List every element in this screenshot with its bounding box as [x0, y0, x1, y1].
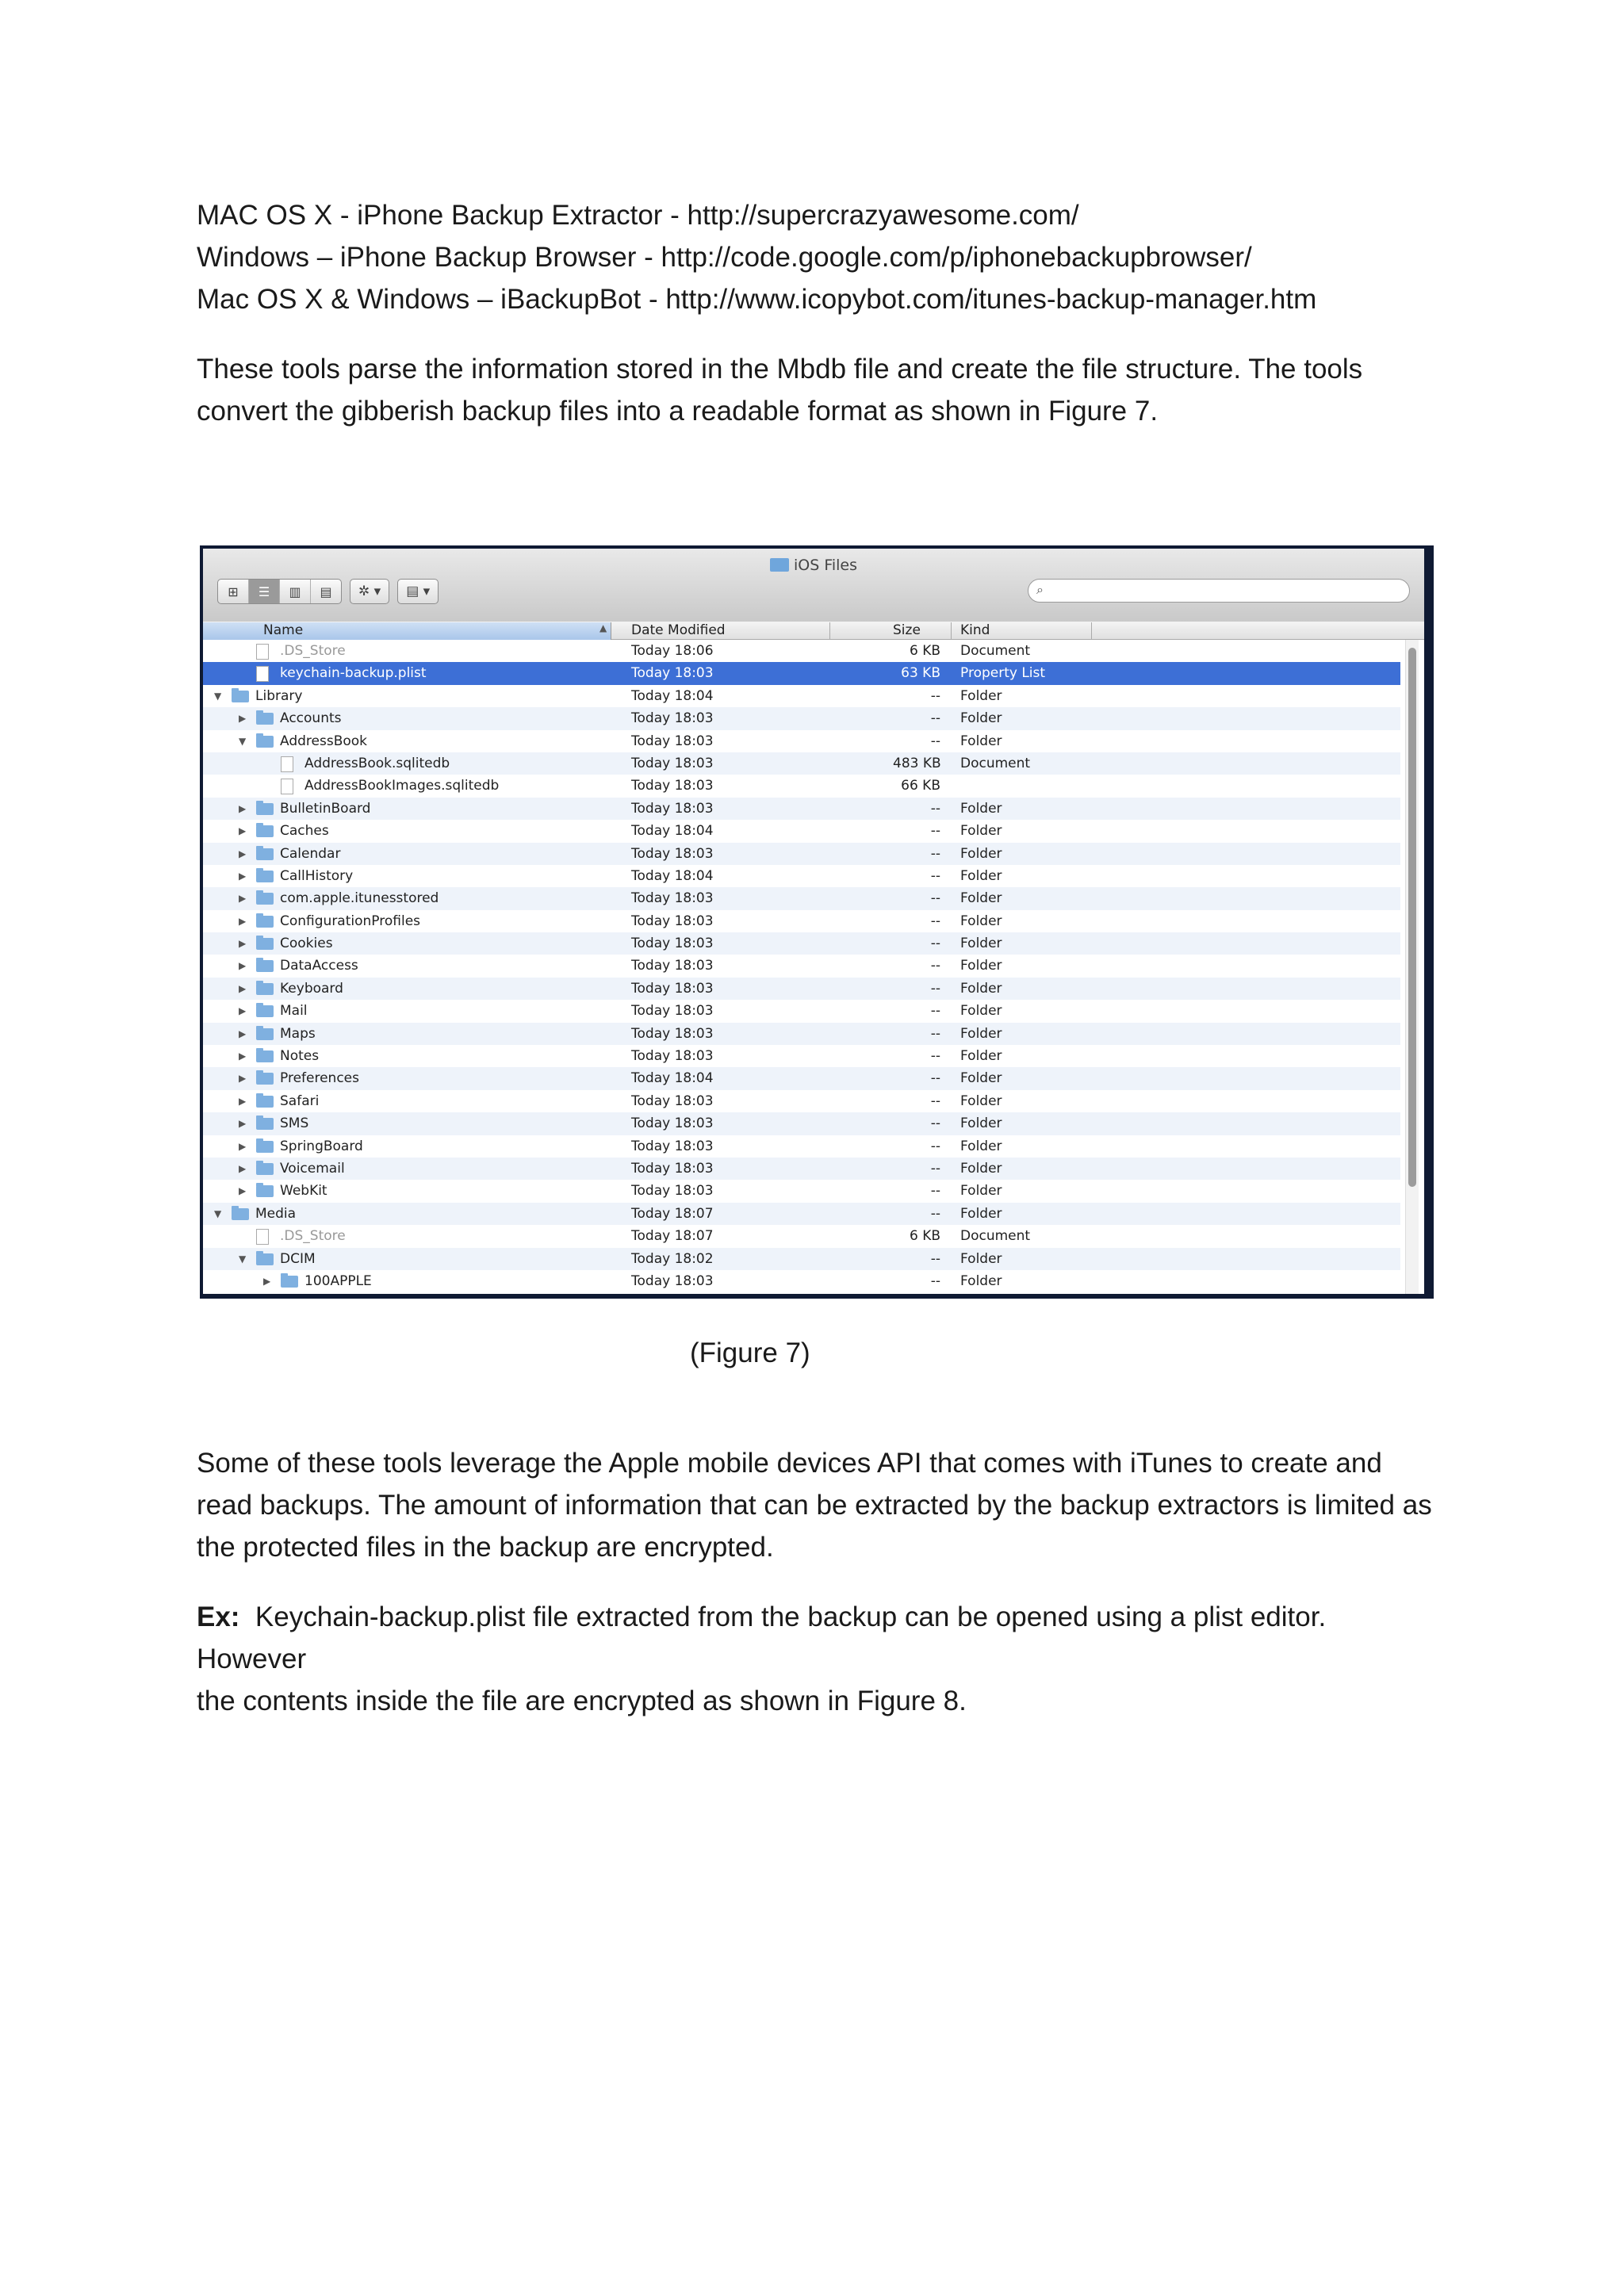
date-modified: Today 18:03	[631, 1048, 714, 1065]
api-line: read backups. The amount of information that can be extracted by the backup extractors is limited as	[197, 1490, 1432, 1521]
vertical-scrollbar[interactable]	[1405, 640, 1419, 1294]
file-size: --	[930, 687, 940, 704]
date-modified: Today 18:03	[631, 665, 714, 682]
column-header	[203, 622, 1424, 640]
file-row[interactable]	[203, 707, 1400, 729]
file-size: --	[930, 1138, 940, 1154]
disclosure-expanded-icon[interactable]: ▼	[239, 735, 247, 747]
file-row[interactable]	[203, 1112, 1400, 1135]
date-modified: Today 18:03	[631, 1003, 714, 1020]
disclosure-collapsed-icon[interactable]: ▶	[239, 870, 247, 882]
file-kind: Folder	[960, 1115, 1002, 1132]
file-list	[203, 640, 1400, 1292]
folder-icon	[256, 825, 274, 837]
file-kind: Folder	[960, 890, 1002, 907]
folder-icon	[256, 848, 274, 860]
file-size: 6 KB	[909, 643, 940, 659]
date-modified: Today 18:03	[631, 1138, 714, 1154]
disclosure-expanded-icon[interactable]: ▼	[214, 1207, 222, 1219]
file-kind: Folder	[960, 1205, 1002, 1222]
file-name: AddressBook.sqlitedb	[304, 755, 450, 771]
disclosure-collapsed-icon[interactable]: ▶	[239, 1162, 247, 1174]
disclosure-collapsed-icon[interactable]: ▶	[239, 1050, 247, 1062]
tool-list	[197, 194, 1434, 320]
disclosure-collapsed-icon[interactable]: ▶	[239, 713, 247, 725]
document-icon	[256, 644, 269, 660]
toolbar	[217, 579, 439, 604]
search-field[interactable]	[1028, 579, 1410, 603]
file-kind: Folder	[960, 710, 1002, 727]
file-size: --	[930, 1183, 940, 1200]
file-kind: Folder	[960, 936, 1002, 952]
folder-icon	[256, 916, 274, 928]
file-name: .DS_Store	[280, 1228, 346, 1245]
file-size: --	[930, 733, 940, 749]
date-modified: Today 18:03	[631, 1272, 714, 1289]
file-name: com.apple.itunesstored	[280, 890, 439, 907]
file-name: WebKit	[280, 1183, 327, 1200]
document-icon	[256, 666, 269, 682]
file-kind: Folder	[960, 1070, 1002, 1087]
disclosure-collapsed-icon[interactable]: ▶	[239, 802, 247, 814]
file-row[interactable]	[203, 685, 1400, 707]
file-row[interactable]	[203, 1180, 1400, 1202]
example-text: Keychain-backup.plist file extracted from the backup can be opened using a plist editor. However	[197, 1601, 1327, 1674]
file-name: CallHistory	[280, 867, 354, 884]
file-kind: Property List	[960, 665, 1046, 682]
file-row[interactable]	[203, 932, 1400, 955]
disclosure-collapsed-icon[interactable]: ▶	[239, 1095, 247, 1107]
folder-icon	[256, 713, 274, 725]
file-size: --	[930, 1272, 940, 1289]
window-title	[203, 557, 1424, 574]
file-kind: Folder	[960, 1138, 1002, 1154]
file-row[interactable]	[203, 1067, 1400, 1089]
date-modified: Today 18:07	[631, 1228, 714, 1245]
folder-icon	[256, 1185, 274, 1197]
folder-icon	[256, 1028, 274, 1040]
disclosure-collapsed-icon[interactable]: ▶	[239, 938, 247, 950]
file-name: Voicemail	[280, 1160, 345, 1177]
disclosure-collapsed-icon[interactable]: ▶	[239, 825, 247, 837]
folder-icon	[256, 960, 274, 972]
file-name: Accounts	[280, 710, 342, 727]
file-row[interactable]	[203, 1203, 1400, 1225]
date-modified: Today 18:03	[631, 1025, 714, 1042]
file-size: --	[930, 1025, 940, 1042]
file-name: DataAccess	[280, 958, 358, 974]
file-name: SpringBoard	[280, 1138, 363, 1154]
folder-icon	[232, 691, 249, 702]
disclosure-collapsed-icon[interactable]: ▶	[239, 1118, 247, 1130]
document-icon	[256, 1229, 269, 1245]
file-size: --	[930, 890, 940, 907]
date-modified: Today 18:07	[631, 1205, 714, 1222]
file-kind: Folder	[960, 733, 1002, 749]
file-kind: Folder	[960, 1093, 1002, 1109]
column-header-date[interactable]: Date Modified	[631, 622, 726, 638]
file-row[interactable]	[203, 730, 1400, 752]
file-size: --	[930, 913, 940, 929]
figure-7-finder-window	[200, 545, 1434, 1299]
file-size: 483 KB	[893, 755, 941, 771]
folder-icon	[256, 803, 274, 815]
file-name: Media	[255, 1205, 297, 1222]
file-kind: Folder	[960, 1272, 1002, 1289]
window-title-text: iOS Files	[793, 557, 858, 574]
example-label: Ex:	[197, 1601, 240, 1632]
file-size: 6 KB	[909, 1228, 940, 1245]
file-size: --	[930, 1115, 940, 1132]
folder-icon	[281, 1276, 298, 1288]
file-size: --	[930, 1250, 940, 1267]
folder-icon	[256, 1163, 274, 1175]
folder-icon	[256, 1096, 274, 1108]
document-icon	[281, 779, 293, 794]
file-name: Caches	[280, 823, 329, 840]
file-size: --	[930, 958, 940, 974]
file-size: 66 KB	[901, 778, 940, 794]
file-row[interactable]	[203, 752, 1400, 775]
file-row[interactable]	[203, 955, 1400, 977]
figure-caption: (Figure 7)	[690, 1337, 810, 1368]
date-modified: Today 18:03	[631, 890, 714, 907]
disclosure-expanded-icon[interactable]: ▼	[239, 1253, 247, 1265]
file-size: --	[930, 936, 940, 952]
search-icon: ⌕	[1036, 582, 1044, 597]
view-mode-segmented-control[interactable]	[217, 579, 342, 604]
date-modified: Today 18:03	[631, 778, 714, 794]
file-row[interactable]	[203, 978, 1400, 1000]
disclosure-collapsed-icon[interactable]: ▶	[239, 1140, 247, 1152]
file-row[interactable]	[203, 1135, 1400, 1158]
date-modified: Today 18:03	[631, 958, 714, 974]
date-modified: Today 18:03	[631, 1115, 714, 1132]
date-modified: Today 18:03	[631, 845, 714, 862]
file-kind: Folder	[960, 800, 1002, 817]
date-modified: Today 18:06	[631, 643, 714, 659]
disclosure-collapsed-icon[interactable]: ▶	[263, 1275, 271, 1287]
file-row[interactable]	[203, 1225, 1400, 1247]
folder-icon	[256, 1050, 274, 1062]
disclosure-collapsed-icon[interactable]: ▶	[239, 893, 247, 905]
disclosure-collapsed-icon[interactable]: ▶	[239, 1185, 247, 1197]
file-name: Library	[255, 687, 303, 704]
tool-line: Windows – iPhone Backup Browser - http://code.google.com/p/iphonebackupbrowser/	[197, 242, 1252, 273]
file-row[interactable]	[203, 865, 1400, 887]
file-row[interactable]	[203, 1248, 1400, 1270]
file-kind: Folder	[960, 913, 1002, 929]
file-row[interactable]	[203, 887, 1400, 909]
example-line	[197, 1596, 1434, 1680]
date-modified: Today 18:02	[631, 1250, 714, 1267]
list-view-icon[interactable]: ☰	[249, 580, 280, 603]
file-size: --	[930, 823, 940, 840]
folder-icon	[256, 893, 274, 905]
date-modified: Today 18:03	[631, 980, 714, 997]
file-kind: Folder	[960, 980, 1002, 997]
file-row[interactable]	[203, 662, 1400, 684]
file-kind: Folder	[960, 1025, 1002, 1042]
file-row[interactable]	[203, 910, 1400, 932]
file-size: --	[930, 867, 940, 884]
column-header-kind[interactable]: Kind	[960, 622, 990, 638]
disclosure-collapsed-icon[interactable]: ▶	[239, 915, 247, 927]
date-modified: Today 18:04	[631, 687, 714, 704]
file-row[interactable]	[203, 843, 1400, 865]
file-size: --	[930, 980, 940, 997]
file-name: Calendar	[280, 845, 341, 862]
disclosure-collapsed-icon[interactable]: ▶	[239, 1027, 247, 1039]
action-gear-button[interactable]: ✲ ▾	[350, 579, 389, 604]
disclosure-collapsed-icon[interactable]: ▶	[239, 960, 247, 972]
file-row[interactable]	[203, 1045, 1400, 1067]
file-name: Preferences	[280, 1070, 359, 1087]
file-name: DCIM	[280, 1250, 316, 1267]
intro-line: These tools parse the information stored in the Mbdb file and create the file structure. The tools	[197, 354, 1363, 385]
disclosure-collapsed-icon[interactable]: ▶	[239, 848, 247, 859]
file-row[interactable]	[203, 1158, 1400, 1180]
folder-icon	[256, 1253, 274, 1265]
file-row[interactable]	[203, 1270, 1400, 1292]
date-modified: Today 18:03	[631, 710, 714, 727]
window-titlebar	[203, 549, 1424, 622]
file-row[interactable]	[203, 798, 1400, 820]
column-divider	[1091, 622, 1092, 640]
file-size: --	[930, 1093, 940, 1109]
date-modified: Today 18:03	[631, 800, 714, 817]
file-size: --	[930, 1205, 940, 1222]
file-size: --	[930, 1160, 940, 1177]
file-row[interactable]	[203, 820, 1400, 842]
api-line: the protected files in the backup are encrypted.	[197, 1532, 774, 1563]
file-name: .DS_Store	[280, 643, 346, 659]
file-size: --	[930, 845, 940, 862]
column-divider	[829, 622, 830, 640]
coverflow-view-icon[interactable]: ▤	[320, 584, 332, 599]
icon-view-icon[interactable]: ⊞	[218, 580, 249, 603]
file-name: AddressBook	[280, 733, 368, 749]
folder-icon	[256, 1073, 274, 1085]
api-line: Some of these tools leverage the Apple mobile devices API that comes with iTunes to create and	[197, 1448, 1382, 1479]
folder-icon	[256, 871, 274, 882]
example-paragraph	[197, 1596, 1434, 1722]
scrollbar-thumb[interactable]	[1408, 648, 1416, 1187]
file-name: Notes	[280, 1048, 320, 1065]
folder-icon	[256, 1118, 274, 1130]
disclosure-expanded-icon[interactable]: ▼	[214, 690, 222, 702]
tool-line: MAC OS X - iPhone Backup Extractor - http://supercrazyawesome.com/	[197, 200, 1079, 231]
date-modified: Today 18:03	[631, 913, 714, 929]
file-name: keychain-backup.plist	[280, 665, 427, 682]
column-divider	[951, 622, 952, 640]
file-size: --	[930, 800, 940, 817]
file-name: Mail	[280, 1003, 308, 1020]
file-name: Cookies	[280, 936, 333, 952]
date-modified: Today 18:04	[631, 1070, 714, 1087]
file-kind: Document	[960, 643, 1031, 659]
file-size: --	[930, 1048, 940, 1065]
file-size: --	[930, 1070, 940, 1087]
folder-icon	[256, 736, 274, 748]
date-modified: Today 18:03	[631, 755, 714, 771]
column-header-name[interactable]: Name	[263, 622, 304, 638]
date-modified: Today 18:03	[631, 1160, 714, 1177]
file-kind: Folder	[960, 867, 1002, 884]
document-icon	[281, 756, 293, 772]
file-name: Safari	[280, 1093, 320, 1109]
file-kind: Folder	[960, 958, 1002, 974]
file-kind: Document	[960, 1228, 1031, 1245]
folder-icon	[256, 983, 274, 995]
disclosure-collapsed-icon[interactable]: ▶	[239, 1005, 247, 1017]
file-row[interactable]	[203, 1000, 1400, 1022]
file-row[interactable]	[203, 775, 1400, 797]
folder-icon	[770, 558, 789, 572]
file-row[interactable]	[203, 1090, 1400, 1112]
disclosure-collapsed-icon[interactable]: ▶	[239, 1073, 247, 1085]
file-size: --	[930, 1003, 940, 1020]
date-modified: Today 18:04	[631, 867, 714, 884]
file-size: 63 KB	[901, 665, 940, 682]
file-kind: Document	[960, 755, 1031, 771]
date-modified: Today 18:03	[631, 733, 714, 749]
file-name: AddressBookImages.sqlitedb	[304, 778, 500, 794]
example-line: the contents inside the file are encrypted as shown in Figure 8.	[197, 1686, 967, 1716]
file-name: Keyboard	[280, 980, 343, 997]
file-kind: Folder	[960, 823, 1002, 840]
column-view-icon[interactable]: ▥	[280, 580, 311, 603]
file-row[interactable]	[203, 640, 1400, 662]
file-kind: Folder	[960, 687, 1002, 704]
arrange-button[interactable]: ▤ ▾	[397, 579, 439, 604]
column-header-size[interactable]: Size	[893, 622, 921, 638]
file-name: ConfigurationProfiles	[280, 913, 421, 929]
file-kind: Folder	[960, 1250, 1002, 1267]
file-row[interactable]	[203, 1023, 1400, 1045]
sort-ascending-icon: ▲	[599, 622, 607, 633]
folder-icon	[256, 1141, 274, 1153]
file-name: BulletinBoard	[280, 800, 371, 817]
disclosure-collapsed-icon[interactable]: ▶	[239, 982, 247, 994]
folder-icon	[256, 938, 274, 950]
api-paragraph	[197, 1442, 1434, 1568]
file-kind: Folder	[960, 1183, 1002, 1200]
intro-line: convert the gibberish backup files into a readable format as shown in Figure 7.	[197, 396, 1159, 427]
file-kind: Folder	[960, 845, 1002, 862]
file-name: 100APPLE	[304, 1272, 372, 1289]
intro-paragraph	[197, 348, 1434, 432]
date-modified: Today 18:04	[631, 823, 714, 840]
date-modified: Today 18:03	[631, 936, 714, 952]
file-kind: Folder	[960, 1003, 1002, 1020]
folder-icon	[256, 1005, 274, 1017]
file-kind: Folder	[960, 1160, 1002, 1177]
date-modified: Today 18:03	[631, 1183, 714, 1200]
finder-window	[203, 549, 1424, 1294]
file-kind: Folder	[960, 1048, 1002, 1065]
date-modified: Today 18:03	[631, 1093, 714, 1109]
folder-icon	[232, 1208, 249, 1220]
tool-line: Mac OS X & Windows – iBackupBot - http://www.icopybot.com/itunes-backup-manager.htm	[197, 284, 1317, 315]
file-name: Maps	[280, 1025, 316, 1042]
file-size: --	[930, 710, 940, 727]
file-name: SMS	[280, 1115, 309, 1132]
